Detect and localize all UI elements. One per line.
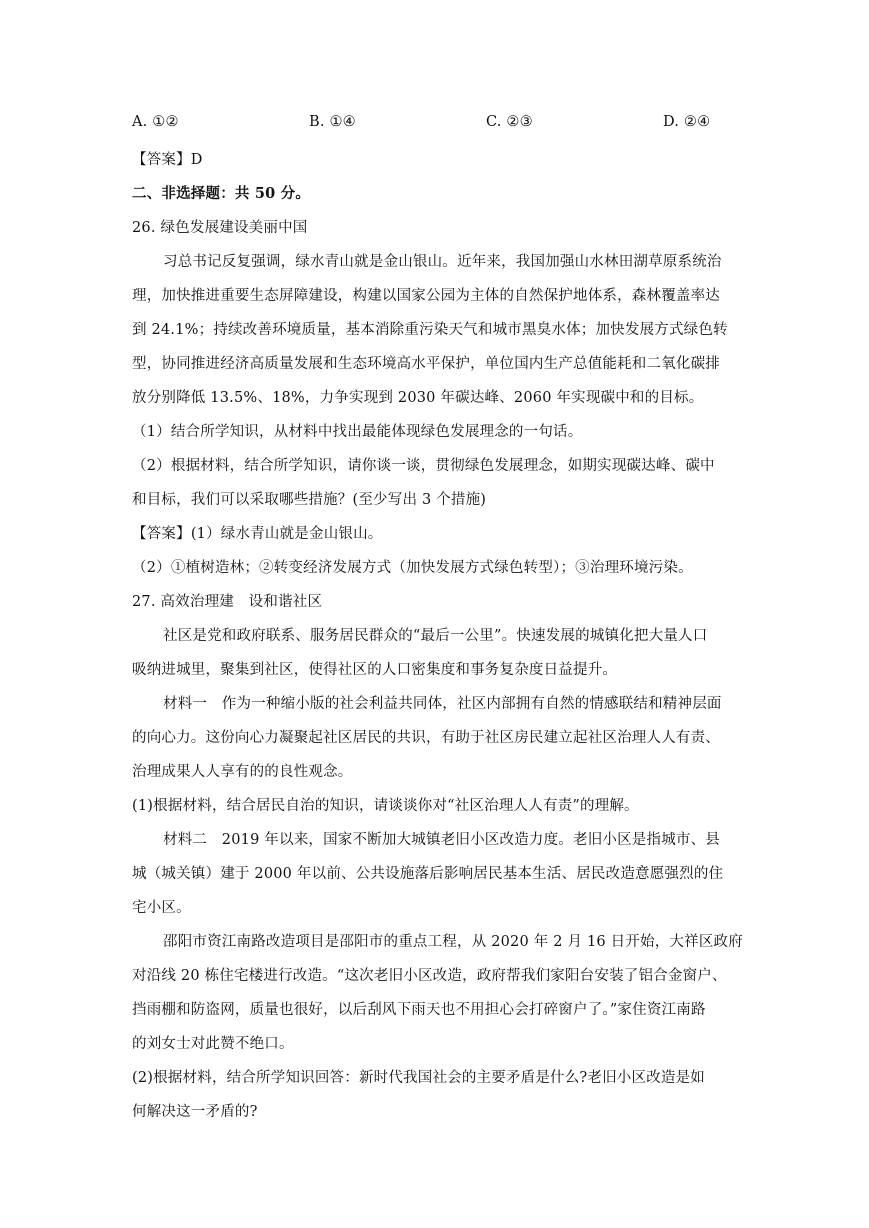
q26-answer-part-2: （2）①植树造林；②转变经济发展方式（加快发展方式绿色转型）；③治理环境污染。 — [132, 560, 693, 576]
q26-material-line: 放分别降低 13.5%、18%，力争实现到 2030 年碳达峰、2060 年实现碳中和的目标。 — [132, 390, 704, 406]
q27-material1-line: 材料一 作为一种缩小版的社会利益共同体，社区内部拥有自然的情感联结和精神层面 — [163, 696, 722, 712]
option-b: B. ①④ — [309, 114, 356, 130]
answer-part-1: (1）绿水青山就是金山银山。 — [190, 526, 383, 542]
q26-subquestion-2-cont: 和目标，我们可以采取哪些措施？(至少写出 3 个措施) — [132, 492, 487, 508]
q26-answer — [132, 522, 383, 543]
q26-material-line: 到 24.1%；持续改善环境质量，基本消除重污染天气和城市黑臭水体；加快发展方式绿色转 — [132, 322, 728, 338]
option-d: D. ②④ — [663, 114, 711, 130]
q26-subquestion-2: （2）根据材料，结合所学知识，请你谈一谈，贯彻绿色发展理念，如期实现碳达峰、碳中 — [132, 458, 715, 474]
q27-material3-line: 对沿线 20 栋住宅楼进行改造。“这次老旧小区改造，政府帮我们家阳台安装了铝合金窗户、 — [132, 968, 727, 984]
q27-material3-line: 挡雨棚和防盗网，质量也很好，以后刮风下雨天也不用担心会打碎窗户了。”家住资江南路 — [132, 1002, 706, 1018]
q27-subquestion-2: (2)根据材料，结合所学知识回答：新时代我国社会的主要矛盾是什么?老旧小区改造是如 — [132, 1070, 706, 1086]
q27-material3-line: 邵阳市资江南路改造项目是邵阳市的重点工程，从 2020 年 2 月 16 日开始，大祥区政府 — [163, 934, 743, 950]
q27-subquestion-1: (1)根据材料，结合居民自治的知识，请谈谈你对“社区治理人人有责”的理解。 — [132, 798, 639, 814]
q26-subquestion-1: （1）结合所学知识，从材料中找出最能体现绿色发展理念的一句话。 — [132, 424, 583, 440]
q27-material2-line: 宅小区。 — [132, 900, 191, 916]
q26-material-line: 习总书记反复强调，绿水青山就是金山银山。近年来，我国加强山水林田湖草原系统治 — [163, 254, 722, 270]
q27-material2-line: 材料二 2019 年以来，国家不断加大城镇老旧小区改造力度。老旧小区是指城市、县 — [163, 832, 721, 848]
option-c: C. ②③ — [486, 114, 533, 130]
option-a: A. ①② — [132, 114, 179, 130]
section-heading: 二、非选择题：共 50 分。 — [132, 185, 311, 202]
q26-material-line: 型，协同推进经济高质量发展和生态环境高水平保护，单位国内生产总值能耗和二氧化碳排 — [132, 356, 720, 372]
q26-title: 26. 绿色发展建设美丽中国 — [132, 220, 308, 236]
q27-material2-line: 城（城关镇）建于 2000 年以前、公共设施落后影响居民基本生活、居民改造意愿强烈的住 — [132, 866, 724, 882]
answer-label: 【答案】 — [132, 526, 191, 542]
answer-q25: 【答案】D — [132, 152, 203, 168]
q27-intro-line: 吸纳进城里，聚集到社区，使得社区的人口密集度和事务复杂度日益提升。 — [132, 662, 618, 678]
q27-material3-line: 的刘女士对此赞不绝口。 — [132, 1036, 294, 1052]
q27-title: 27. 高效治理建 设和谐社区 — [132, 594, 323, 610]
q27-intro-line: 社区是党和政府联系、服务居民群众的“最后一公里”。快速发展的城镇化把大量人口 — [163, 628, 708, 644]
q27-material1-line: 的向心力。这份向心力凝聚起社区居民的共识，有助于社区房民建立起社区治理人人有责、 — [132, 730, 720, 746]
q26-material-line: 理，加快推进重要生态屏障建设，构建以国家公园为主体的自然保护地体系，森林覆盖率达 — [132, 288, 720, 304]
q27-material1-line: 治理成果人人享有的的良性观念。 — [132, 764, 353, 780]
q27-subquestion-2-cont: 何解决这一矛盾的? — [132, 1104, 258, 1120]
